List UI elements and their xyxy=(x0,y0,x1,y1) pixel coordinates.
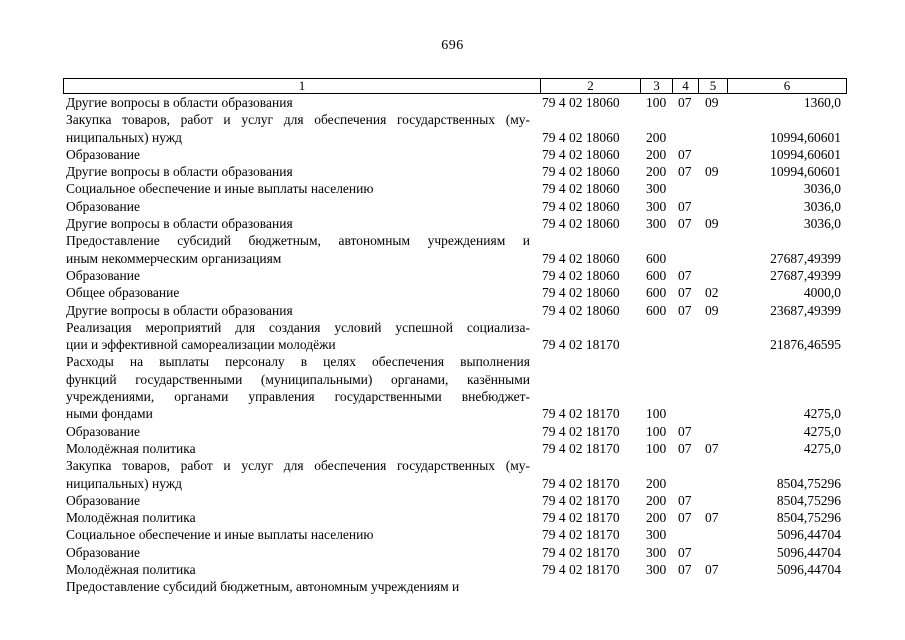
row-col-3: 100 xyxy=(646,406,667,422)
description-line: Социальное обеспечение и иные выплаты населению xyxy=(66,181,374,197)
table-row xyxy=(0,163,905,180)
description-line: Реализация мероприятий для создания условий успешной социализа- xyxy=(66,319,530,335)
row-amount: 4275,0 xyxy=(803,423,841,439)
header-col-6: 6 xyxy=(727,79,846,93)
row-description xyxy=(66,319,530,354)
description-line: Образование xyxy=(66,492,140,508)
row-amount: 3036,0 xyxy=(803,181,841,197)
description-line: Другие вопросы в области образования xyxy=(66,302,293,318)
row-code: 79 4 02 18060 xyxy=(542,95,620,110)
row-code: 79 4 02 18060 xyxy=(542,285,620,301)
row-description xyxy=(66,94,530,111)
table-row xyxy=(0,267,905,284)
row-code: 79 4 02 18170 xyxy=(542,492,620,508)
header-col-5: 5 xyxy=(698,79,727,93)
row-col-3: 600 xyxy=(646,267,667,283)
row-description xyxy=(66,198,530,215)
description-line: Образование xyxy=(66,544,140,560)
row-col-4: 07 xyxy=(678,164,692,180)
row-col-4: 07 xyxy=(678,216,692,232)
row-amount: 3036,0 xyxy=(803,198,841,214)
header-col-2: 2 xyxy=(540,79,640,93)
row-description xyxy=(66,509,530,526)
row-description xyxy=(66,215,530,232)
description-line: Предоставление субсидий бюджетным, автономным учреждениям и xyxy=(66,233,530,249)
row-col-3: 200 xyxy=(646,164,667,180)
row-col-3: 600 xyxy=(646,302,667,318)
row-amount: 3036,0 xyxy=(803,216,841,232)
row-amount: 5096,44704 xyxy=(776,544,841,560)
row-col-5: 09 xyxy=(705,302,719,318)
header-col-1: 1 xyxy=(298,78,306,93)
table-row xyxy=(0,544,905,561)
description-line: Общее образование xyxy=(66,285,180,301)
row-description xyxy=(66,457,530,492)
row-description xyxy=(66,440,530,457)
row-col-3: 300 xyxy=(646,181,667,197)
row-code: 79 4 02 18170 xyxy=(542,562,620,578)
table-row xyxy=(0,440,905,457)
row-description xyxy=(66,526,530,543)
row-description xyxy=(66,561,530,578)
table-row xyxy=(0,284,905,301)
description-line: Образование xyxy=(66,146,140,162)
row-description xyxy=(66,353,530,422)
row-description xyxy=(66,302,530,319)
row-col-4: 07 xyxy=(678,440,692,456)
table-row xyxy=(0,302,905,319)
table-row xyxy=(0,94,905,111)
row-col-4: 07 xyxy=(678,198,692,214)
row-code: 79 4 02 18060 xyxy=(542,302,620,318)
row-col-4: 07 xyxy=(678,544,692,560)
description-line: Социальное обеспечение и иные выплаты населению xyxy=(66,527,374,543)
row-amount: 10994,60601 xyxy=(770,146,841,162)
header-col-4: 4 xyxy=(672,79,698,93)
row-col-3: 300 xyxy=(646,544,667,560)
row-col-3: 600 xyxy=(646,250,667,266)
row-description xyxy=(66,267,530,284)
table-row xyxy=(0,180,905,197)
table-row xyxy=(0,509,905,526)
header-col-3: 3 xyxy=(640,79,672,93)
table-row xyxy=(0,578,905,595)
row-amount: 8504,75296 xyxy=(776,510,841,526)
page-number: 696 xyxy=(441,38,464,53)
row-col-4: 07 xyxy=(678,562,692,578)
table-header xyxy=(63,78,847,94)
row-col-4: 07 xyxy=(678,146,692,162)
row-col-4: 07 xyxy=(678,423,692,439)
row-description xyxy=(66,544,530,561)
row-col-5: 07 xyxy=(705,510,719,526)
row-col-5: 09 xyxy=(705,164,719,180)
row-code: 79 4 02 18060 xyxy=(542,164,620,180)
description-line: Образование xyxy=(66,267,140,283)
row-col-4: 07 xyxy=(678,267,692,283)
row-col-3: 200 xyxy=(646,510,667,526)
row-description xyxy=(66,284,530,301)
table-row xyxy=(0,319,905,354)
row-code: 79 4 02 18170 xyxy=(542,544,620,560)
row-code: 79 4 02 18060 xyxy=(542,181,620,197)
description-line: ции и эффективной самореализации молодёжи xyxy=(66,337,336,353)
table-row xyxy=(0,492,905,509)
row-description xyxy=(66,163,530,180)
row-description xyxy=(66,492,530,509)
row-amount: 10994,60601 xyxy=(770,164,841,180)
row-code: 79 4 02 18170 xyxy=(542,440,620,456)
row-col-5: 07 xyxy=(705,440,719,456)
row-code: 79 4 02 18170 xyxy=(542,423,620,439)
table-row xyxy=(0,353,905,422)
row-amount: 8504,75296 xyxy=(776,475,841,491)
row-code: 79 4 02 18170 xyxy=(542,406,620,422)
description-line: функций государственными (муниципальными) органами, казёнными xyxy=(66,371,530,387)
description-line: учреждениями, органами управления государственными внебюджет- xyxy=(66,389,530,405)
row-amount: 8504,75296 xyxy=(776,492,841,508)
row-code: 79 4 02 18170 xyxy=(542,527,620,543)
row-col-5: 07 xyxy=(705,562,719,578)
row-amount: 27687,49399 xyxy=(770,267,841,283)
row-code: 79 4 02 18060 xyxy=(542,146,620,162)
row-amount: 1360,0 xyxy=(803,95,841,110)
row-col-5: 09 xyxy=(705,216,719,232)
description-line: ниципальных) нужд xyxy=(66,129,183,145)
row-code: 79 4 02 18060 xyxy=(542,267,620,283)
row-code: 79 4 02 18060 xyxy=(542,250,620,266)
description-line: Молодёжная политика xyxy=(66,510,196,526)
row-amount: 10994,60601 xyxy=(770,129,841,145)
row-description xyxy=(66,232,530,267)
row-col-3: 300 xyxy=(646,198,667,214)
row-col-3: 300 xyxy=(646,562,667,578)
description-line: Расходы на выплаты персоналу в целях обеспечения выполнения xyxy=(66,354,530,370)
row-amount: 21876,46595 xyxy=(770,337,841,353)
description-line: Образование xyxy=(66,423,140,439)
row-code: 79 4 02 18170 xyxy=(542,475,620,491)
description-line: Молодёжная политика xyxy=(66,440,196,456)
row-col-3: 300 xyxy=(646,216,667,232)
table-row xyxy=(0,561,905,578)
row-amount: 23687,49399 xyxy=(770,302,841,318)
row-amount: 5096,44704 xyxy=(776,562,841,578)
row-code: 79 4 02 18170 xyxy=(542,510,620,526)
description-line: Молодёжная политика xyxy=(66,562,196,578)
row-amount: 4275,0 xyxy=(803,406,841,422)
row-amount: 4000,0 xyxy=(803,285,841,301)
row-description xyxy=(66,111,530,146)
description-line: Предоставление субсидий бюджетным, автономным учреждениям и xyxy=(66,579,460,595)
description-line: Образование xyxy=(66,198,140,214)
row-description xyxy=(66,146,530,163)
table-row xyxy=(0,215,905,232)
row-col-5: 09 xyxy=(705,95,719,110)
row-col-4: 07 xyxy=(678,302,692,318)
row-col-3: 200 xyxy=(646,129,667,145)
row-amount: 5096,44704 xyxy=(776,527,841,543)
row-amount: 4275,0 xyxy=(803,440,841,456)
row-amount: 27687,49399 xyxy=(770,250,841,266)
description-line: Другие вопросы в области образования xyxy=(66,95,293,110)
row-code: 79 4 02 18170 xyxy=(542,337,620,353)
row-col-4: 07 xyxy=(678,510,692,526)
table-row xyxy=(0,232,905,267)
row-description xyxy=(66,423,530,440)
row-col-3: 600 xyxy=(646,285,667,301)
row-col-3: 100 xyxy=(646,440,667,456)
row-code: 79 4 02 18060 xyxy=(542,216,620,232)
description-line: Закупка товаров, работ и услуг для обеспечения государственных (му- xyxy=(66,458,530,474)
row-col-3: 100 xyxy=(646,95,667,110)
row-col-3: 200 xyxy=(646,475,667,491)
row-col-5: 02 xyxy=(705,285,719,301)
row-code: 79 4 02 18060 xyxy=(542,198,620,214)
table-row xyxy=(0,198,905,215)
row-col-3: 100 xyxy=(646,423,667,439)
row-code: 79 4 02 18060 xyxy=(542,129,620,145)
table-row xyxy=(0,111,905,146)
row-col-4: 07 xyxy=(678,492,692,508)
table-body xyxy=(0,94,905,596)
table-row xyxy=(0,526,905,543)
description-line: Другие вопросы в области образования xyxy=(66,164,293,180)
row-col-4: 07 xyxy=(678,285,692,301)
table-row xyxy=(0,423,905,440)
row-col-3: 200 xyxy=(646,146,667,162)
table-row xyxy=(0,457,905,492)
row-col-3: 200 xyxy=(646,492,667,508)
description-line: Другие вопросы в области образования xyxy=(66,216,293,232)
row-description xyxy=(66,578,530,595)
row-col-4: 07 xyxy=(678,95,692,110)
row-col-3: 300 xyxy=(646,527,667,543)
table-row xyxy=(0,146,905,163)
description-line: Закупка товаров, работ и услуг для обеспечения государственных (му- xyxy=(66,112,530,128)
description-line: ными фондами xyxy=(66,406,153,422)
description-line: ниципальных) нужд xyxy=(66,475,183,491)
row-description xyxy=(66,180,530,197)
description-line: иным некоммерческим организациям xyxy=(66,250,282,266)
